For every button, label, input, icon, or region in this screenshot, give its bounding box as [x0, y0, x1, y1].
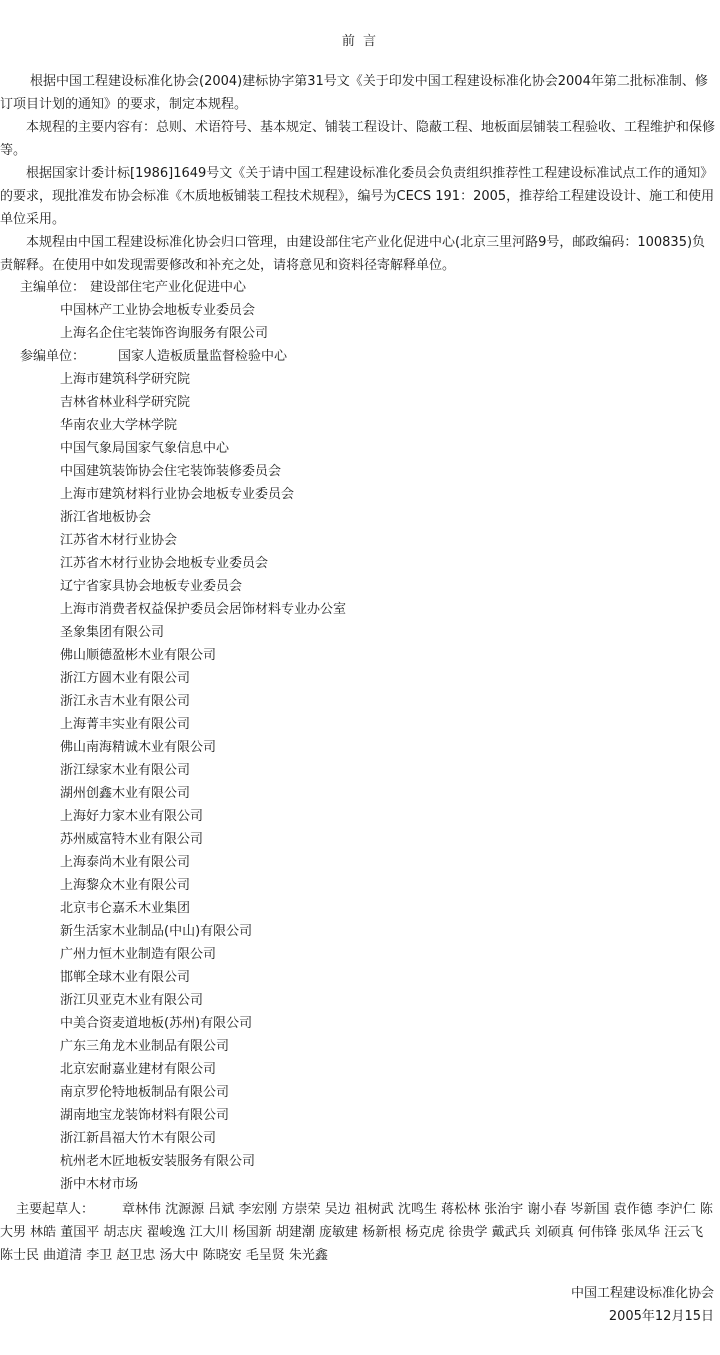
- unit-item: 华南农业大学林学院: [60, 418, 178, 433]
- unit-item: 中国林产工业协会地板专业委员会: [60, 303, 256, 318]
- unit-item: 广东三角龙木业制品有限公司: [60, 1039, 230, 1054]
- unit-item: 浙江贝亚克木业有限公司: [60, 993, 204, 1008]
- unit-item: 上海市消费者权益保护委员会居饰材料专业办公室: [60, 602, 347, 617]
- unit-item: 中美合资麦道地板(苏州)有限公司: [60, 1016, 253, 1031]
- unit-item: 浙江省地板协会: [60, 510, 152, 525]
- unit-item: 上海市建筑科学研究院: [60, 372, 191, 387]
- units-list: [0, 276, 720, 1196]
- unit-item: 江苏省木材行业协会地板专业委员会: [60, 556, 269, 571]
- paragraph-4: 本规程由中国工程建设标准化协会归口管理，由建设部住宅产业化促进中心(北京三里河路9号，邮政编码：100835)负责解释。在使用中如发现需要修改和补充之处，请将意见和资料径寄解释单位。: [0, 235, 706, 273]
- unit-item: 佛山南海精诚木业有限公司: [60, 740, 217, 755]
- unit-item: 上海黎众木业有限公司: [60, 878, 191, 893]
- main-editor-row: [0, 276, 720, 299]
- unit-item: 苏州威富特木业有限公司: [60, 832, 204, 847]
- unit-item: 北京韦仑嘉禾木业集团: [60, 901, 191, 916]
- unit-item: 辽宁省家具协会地板专业委员会: [60, 579, 243, 594]
- signature-block: [571, 1282, 714, 1328]
- unit-item: 新生活家木业制品(中山)有限公司: [60, 924, 253, 939]
- unit-item: 上海名企住宅装饰咨询服务有限公司: [60, 326, 269, 341]
- unit-item: 杭州老木匠地板安装服务有限公司: [60, 1154, 256, 1169]
- unit-item: 上海菁丰实业有限公司: [60, 717, 191, 732]
- unit-item: 浙江永吉木业有限公司: [60, 694, 191, 709]
- unit-item: 湖州创鑫木业有限公司: [60, 786, 191, 801]
- drafters-names: 章林伟 沈源源 吕斌 李宏刚 方崇荣 吴边 祖树武 沈鸣生 蒋松林 张治宇 谢小春 岑新国 袁作德 李沪仁 陈大男 林皓 董国平 胡志庆 翟峻逸 江大川 杨国新 胡建潮 庞敏建 杨新根 杨克虎 徐贵学 戴武兵 刘硕真 何伟锋 张凤华 汪云飞 陈士民 曲道清 李卫 赵卫忠 汤大中 陈晓安 毛呈贤 朱光鑫: [0, 1202, 713, 1263]
- unit-item: 江苏省木材行业协会: [60, 533, 178, 548]
- signature-date: 2005年12月15日: [608, 1309, 714, 1324]
- unit-item: 佛山顺德盈彬木业有限公司: [60, 648, 217, 663]
- drafters-block: [0, 1198, 716, 1267]
- co-editor-unit: 国家人造板质量监督检验中心: [118, 349, 288, 364]
- co-editor-label: 参编单位：: [20, 349, 86, 364]
- unit-item: 圣象集团有限公司: [60, 625, 165, 640]
- unit-item: 浙江方圆木业有限公司: [60, 671, 191, 686]
- unit-item: 浙江新昌福大竹木有限公司: [60, 1131, 217, 1146]
- unit-item: 吉林省林业科学研究院: [60, 395, 191, 410]
- unit-item: 上海泰尚木业有限公司: [60, 855, 191, 870]
- unit-item: 南京罗伦特地板制品有限公司: [60, 1085, 230, 1100]
- unit-item: 上海好力家木业有限公司: [60, 809, 204, 824]
- unit-item: 北京宏耐嘉业建材有限公司: [60, 1062, 217, 1077]
- paragraph-2: 本规程的主要内容有：总则、术语符号、基本规定、铺装工程设计、隐蔽工程、地板面层铺装工程验收、工程维护和保修等。: [0, 120, 716, 158]
- drafters-label: 主要起草人：: [16, 1202, 95, 1217]
- main-editor-unit: 建设部住宅产业化促进中心: [90, 280, 247, 295]
- unit-item: 上海市建筑材料行业协会地板专业委员会: [60, 487, 295, 502]
- unit-item: 浙江绿家木业有限公司: [60, 763, 191, 778]
- unit-item: 浙中木材市场: [60, 1177, 139, 1192]
- paragraph-1: 根据中国工程建设标准化协会(2004)建标协字第31号文《关于印发中国工程建设标准化协会2004年第二批标准制、修订项目计划的通知》的要求，制定本规程。: [0, 74, 708, 112]
- co-editor-row: [0, 345, 720, 368]
- preface-body: [0, 70, 716, 277]
- unit-item: 广州力恒木业制造有限公司: [60, 947, 217, 962]
- unit-item: 中国建筑装饰协会住宅装饰装修委员会: [60, 464, 282, 479]
- page-title: 前 言: [341, 34, 379, 49]
- unit-item: 中国气象局国家气象信息中心: [60, 441, 230, 456]
- unit-item: 湖南地宝龙装饰材料有限公司: [60, 1108, 230, 1123]
- unit-item: 邯郸全球木业有限公司: [60, 970, 191, 985]
- signature-org: 中国工程建设标准化协会: [570, 1286, 714, 1301]
- paragraph-3: 根据国家计委计标[1986]1649号文《关于请中国工程建设标准化委员会负责组织推荐性工程建设标准试点工作的通知》的要求，现批准发布协会标准《木质地板铺装工程技术规程》，编号为CECS 191：2005，推荐给工程建设设计、施工和使用单位采用。: [0, 166, 715, 227]
- main-editor-label: 主编单位：: [20, 280, 86, 295]
